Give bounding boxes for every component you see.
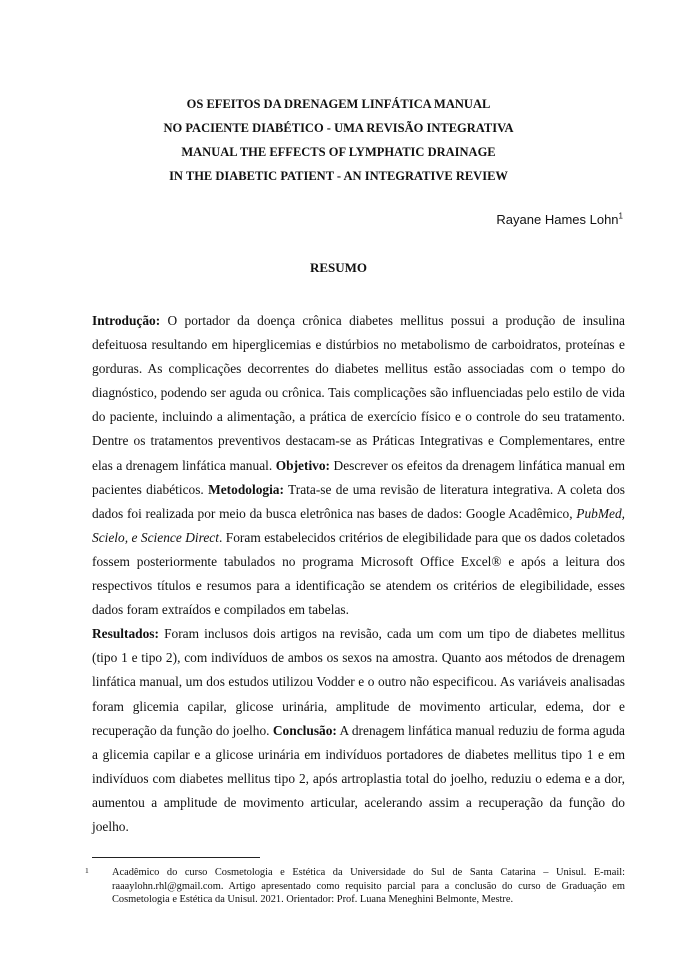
title-line-en-2: IN THE DIABETIC PATIENT - AN INTEGRATIVE REVIEW [169, 169, 508, 183]
conclusion-text: A drenagem linfática manual reduziu de forma aguda a glicemia capilar e a glicose urinária em indivíduos portadores de diabetes mellitus tipo 1 e em indivíduos com diabetes mellitus tipo 2, após artroplastia total do joelho, reduziu o edema e a dor, aumentou a amplitude de movimento articular, acelerando assim a recuperação da função do joelho. [92, 722, 625, 834]
footnote-number: 1 [85, 866, 89, 875]
abstract-body [92, 309, 625, 839]
footnote [85, 866, 625, 907]
title-line-pt-2: NO PACIENTE DIABÉTICO - UMA REVISÃO INTEGRATIVA [163, 121, 514, 135]
results-label: Resultados: [92, 626, 159, 642]
method-databases: PubMed, Scielo, e Science Direct [92, 505, 625, 545]
method-text-2: . Foram estabelecidos critérios de elegibilidade para que os dados coletados fossem posteriormente tabulados no programa Microsoft Office Excel® e após a leitura dos respectivos títulos e resumos para a identificação se atendem os critérios de elegibilidade, esses dados foram extraídos e compilados em tabelas. [92, 529, 625, 618]
method-label: Metodologia: [208, 481, 284, 497]
conclusion-label: Conclusão: [272, 722, 337, 738]
intro-text: O portador da doença crônica diabetes mellitus possui a produção de insulina defeituosa resultando em hiperglicemias e distúrbios no metabolismo de carboidratos, proteínas e gorduras. As complicações decorrentes do diabetes mellitus estão associadas com o tempo do diagnóstico, podendo ser aguda ou crônica. Tais complicações são influenciadas pelo estilo de vida do paciente, incluindo a alimentação, a prática de exercício físico e o controle do seu tratamento. Dentre os tratamentos preventivos destacam-se as Práticas Integrativas e Complementares, entre elas a drenagem linfática manual. [92, 313, 625, 473]
intro-label: Introdução: [92, 313, 161, 328]
objective-label: Objetivo: [275, 457, 331, 473]
title-line-pt-1: OS EFEITOS DA DRENAGEM LINFÁTICA MANUAL [186, 97, 491, 111]
article-title [60, 92, 617, 188]
abstract-heading: RESUMO [309, 260, 368, 275]
title-line-en-1: MANUAL THE EFFECTS OF LYMPHATIC DRAINAGE [181, 145, 496, 159]
footnote-text: Acadêmico do curso Cosmetologia e Estética da Universidade do Sul de Santa Catarina – Unisul. E-mail: raaaylohn.rhl@gmail.com. Artigo apresentado como requisito parcial para a conclusão do curso de Graduação em Cosmetologia e Estética da Unisul. 2021. Orientador: Prof. Luana Meneghini Belmonte, Mestre. [112, 867, 625, 905]
method-text-1: Trata-se de uma revisão de literatura integrativa. A coleta dos dados foi realizada por meio da busca eletrônica nas bases de dados: Google Acadêmico, [92, 481, 625, 521]
author-name-text: Rayane Hames Lohn [496, 212, 619, 227]
objective-text: Descrever os efeitos da drenagem linfática manual em pacientes diabéticos. [92, 457, 626, 497]
footnote-divider [92, 857, 260, 858]
results-text: Foram inclusos dois artigos na revisão, cada um com um tipo de diabetes mellitus (tipo 1 e tipo 2), com indivíduos de ambos os sexos na amostra. Quanto aos métodos de drenagem linfática manual, um dos estudos utilizou Vodder e o outro não especificou. As variáveis analisadas foram glicemia capilar, glicose urinária, amplitude de movimento articular, edema, dor e recuperação da função do joelho. [92, 626, 625, 738]
author-footnote-mark[interactable]: 1 [618, 211, 623, 221]
author-name [496, 212, 623, 227]
